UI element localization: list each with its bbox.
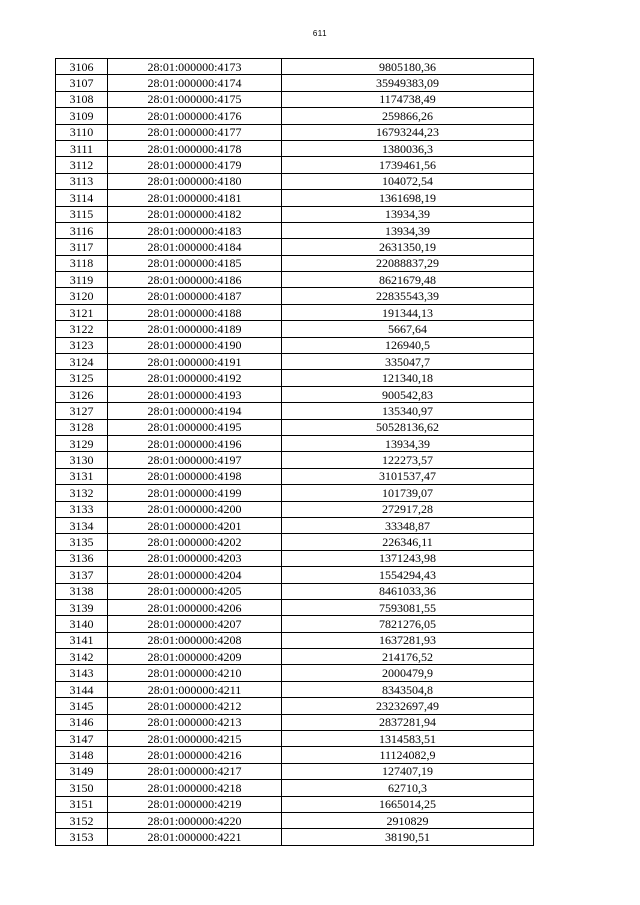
cadastral-number-cell: 28:01:000000:4213 [108,714,282,730]
value-cell: 23232697,49 [282,698,534,714]
row-number-cell: 3119 [56,272,108,288]
row-number-cell: 3131 [56,468,108,484]
row-number-cell: 3142 [56,649,108,665]
table-row [56,452,534,468]
row-number-cell: 3128 [56,419,108,435]
table-row [56,796,534,812]
table-row [56,206,534,222]
row-number-cell: 3136 [56,550,108,566]
value-cell: 191344,13 [282,304,534,320]
row-number-cell: 3129 [56,435,108,451]
value-cell: 11124082,9 [282,747,534,763]
value-cell: 13934,39 [282,222,534,238]
table-row [56,386,534,402]
cadastral-number-cell: 28:01:000000:4194 [108,403,282,419]
cadastral-number-cell: 28:01:000000:4192 [108,370,282,386]
cadastral-number-cell: 28:01:000000:4178 [108,140,282,156]
table-row [56,272,534,288]
value-cell: 1314583,51 [282,731,534,747]
value-cell: 226346,11 [282,534,534,550]
cadastral-number-cell: 28:01:000000:4195 [108,419,282,435]
row-number-cell: 3139 [56,599,108,615]
row-number-cell: 3153 [56,829,108,845]
cadastral-number-cell: 28:01:000000:4202 [108,534,282,550]
cadastral-number-cell: 28:01:000000:4219 [108,796,282,812]
table-row [56,534,534,550]
cadastral-number-cell: 28:01:000000:4177 [108,124,282,140]
table-row [56,632,534,648]
value-cell: 16793244,23 [282,124,534,140]
row-number-cell: 3135 [56,534,108,550]
table-row [56,829,534,845]
row-number-cell: 3134 [56,517,108,533]
cadastral-number-cell: 28:01:000000:4182 [108,206,282,222]
cadastral-number-cell: 28:01:000000:4183 [108,222,282,238]
row-number-cell: 3115 [56,206,108,222]
table-row [56,731,534,747]
cadastral-number-cell: 28:01:000000:4209 [108,649,282,665]
cadastral-value-table [55,58,534,846]
table-row [56,321,534,337]
cadastral-number-cell: 28:01:000000:4180 [108,173,282,189]
cadastral-number-cell: 28:01:000000:4198 [108,468,282,484]
row-number-cell: 3124 [56,354,108,370]
table-row [56,681,534,697]
row-number-cell: 3132 [56,485,108,501]
cadastral-number-cell: 28:01:000000:4217 [108,763,282,779]
cadastral-number-cell: 28:01:000000:4174 [108,75,282,91]
cadastral-number-cell: 28:01:000000:4218 [108,780,282,796]
row-number-cell: 3143 [56,665,108,681]
row-number-cell: 3121 [56,304,108,320]
value-cell: 50528136,62 [282,419,534,435]
value-cell: 33348,87 [282,517,534,533]
table-body [56,59,534,846]
row-number-cell: 3108 [56,91,108,107]
table-row [56,419,534,435]
cadastral-number-cell: 28:01:000000:4215 [108,731,282,747]
table-row [56,288,534,304]
row-number-cell: 3141 [56,632,108,648]
table-row [56,599,534,615]
row-number-cell: 3150 [56,780,108,796]
row-number-cell: 3145 [56,698,108,714]
value-cell: 5667,64 [282,321,534,337]
cadastral-number-cell: 28:01:000000:4173 [108,59,282,75]
row-number-cell: 3147 [56,731,108,747]
value-cell: 335047,7 [282,354,534,370]
cadastral-number-cell: 28:01:000000:4204 [108,567,282,583]
row-number-cell: 3125 [56,370,108,386]
row-number-cell: 3109 [56,108,108,124]
table-row [56,583,534,599]
value-cell: 2910829 [282,812,534,828]
table-row [56,501,534,517]
cadastral-number-cell: 28:01:000000:4189 [108,321,282,337]
cadastral-number-cell: 28:01:000000:4191 [108,354,282,370]
cadastral-number-cell: 28:01:000000:4181 [108,190,282,206]
value-cell: 1371243,98 [282,550,534,566]
row-number-cell: 3113 [56,173,108,189]
cadastral-number-cell: 28:01:000000:4211 [108,681,282,697]
cadastral-number-cell: 28:01:000000:4205 [108,583,282,599]
table-row [56,812,534,828]
value-cell: 8621679,48 [282,272,534,288]
row-number-cell: 3151 [56,796,108,812]
cadastral-number-cell: 28:01:000000:4221 [108,829,282,845]
table-row [56,747,534,763]
table-row [56,337,534,353]
value-cell: 1380036,3 [282,140,534,156]
row-number-cell: 3127 [56,403,108,419]
value-cell: 2837281,94 [282,714,534,730]
row-number-cell: 3148 [56,747,108,763]
row-number-cell: 3146 [56,714,108,730]
value-cell: 3101537,47 [282,468,534,484]
value-cell: 38190,51 [282,829,534,845]
value-cell: 127407,19 [282,763,534,779]
table-row [56,550,534,566]
value-cell: 35949383,09 [282,75,534,91]
table-row [56,157,534,173]
row-number-cell: 3122 [56,321,108,337]
cadastral-number-cell: 28:01:000000:4190 [108,337,282,353]
value-cell: 1665014,25 [282,796,534,812]
value-cell: 214176,52 [282,649,534,665]
table-row [56,354,534,370]
value-cell: 62710,3 [282,780,534,796]
table-row [56,91,534,107]
row-number-cell: 3123 [56,337,108,353]
value-cell: 122273,57 [282,452,534,468]
table-row [56,370,534,386]
cadastral-number-cell: 28:01:000000:4176 [108,108,282,124]
table-row [56,649,534,665]
row-number-cell: 3118 [56,255,108,271]
cadastral-number-cell: 28:01:000000:4188 [108,304,282,320]
table-row [56,763,534,779]
value-cell: 104072,54 [282,173,534,189]
table-row [56,435,534,451]
cadastral-number-cell: 28:01:000000:4210 [108,665,282,681]
cadastral-number-cell: 28:01:000000:4196 [108,435,282,451]
table-row [56,468,534,484]
table-row [56,239,534,255]
cadastral-number-cell: 28:01:000000:4175 [108,91,282,107]
table-row [56,403,534,419]
table-row [56,124,534,140]
value-cell: 2631350,19 [282,239,534,255]
cadastral-number-cell: 28:01:000000:4187 [108,288,282,304]
table-row [56,567,534,583]
row-number-cell: 3116 [56,222,108,238]
table-row [56,304,534,320]
table-row [56,517,534,533]
table-row [56,255,534,271]
row-number-cell: 3107 [56,75,108,91]
cadastral-number-cell: 28:01:000000:4185 [108,255,282,271]
value-cell: 22835543,39 [282,288,534,304]
value-cell: 2000479,9 [282,665,534,681]
row-number-cell: 3137 [56,567,108,583]
row-number-cell: 3140 [56,616,108,632]
cadastral-number-cell: 28:01:000000:4216 [108,747,282,763]
cadastral-number-cell: 28:01:000000:4208 [108,632,282,648]
cadastral-number-cell: 28:01:000000:4193 [108,386,282,402]
value-cell: 13934,39 [282,206,534,222]
value-cell: 1361698,19 [282,190,534,206]
value-cell: 1554294,43 [282,567,534,583]
table-row [56,485,534,501]
value-cell: 259866,26 [282,108,534,124]
cadastral-number-cell: 28:01:000000:4184 [108,239,282,255]
value-cell: 101739,07 [282,485,534,501]
table-row [56,140,534,156]
cadastral-number-cell: 28:01:000000:4197 [108,452,282,468]
table-row [56,780,534,796]
cadastral-number-cell: 28:01:000000:4201 [108,517,282,533]
value-cell: 22088837,29 [282,255,534,271]
row-number-cell: 3152 [56,812,108,828]
row-number-cell: 3106 [56,59,108,75]
value-cell: 9805180,36 [282,59,534,75]
value-cell: 13934,39 [282,435,534,451]
row-number-cell: 3126 [56,386,108,402]
cadastral-number-cell: 28:01:000000:4220 [108,812,282,828]
cadastral-number-cell: 28:01:000000:4212 [108,698,282,714]
table-row [56,173,534,189]
value-cell: 7821276,05 [282,616,534,632]
table-row [56,190,534,206]
row-number-cell: 3120 [56,288,108,304]
cadastral-number-cell: 28:01:000000:4186 [108,272,282,288]
row-number-cell: 3130 [56,452,108,468]
value-cell: 121340,18 [282,370,534,386]
value-cell: 126940,5 [282,337,534,353]
row-number-cell: 3149 [56,763,108,779]
cadastral-number-cell: 28:01:000000:4207 [108,616,282,632]
table-row [56,616,534,632]
table-row [56,222,534,238]
row-number-cell: 3111 [56,140,108,156]
table-row [56,59,534,75]
value-cell: 7593081,55 [282,599,534,615]
row-number-cell: 3112 [56,157,108,173]
table-row [56,698,534,714]
value-cell: 272917,28 [282,501,534,517]
value-cell: 8461033,36 [282,583,534,599]
table-row [56,665,534,681]
row-number-cell: 3138 [56,583,108,599]
row-number-cell: 3114 [56,190,108,206]
cadastral-number-cell: 28:01:000000:4206 [108,599,282,615]
value-cell: 1637281,93 [282,632,534,648]
cadastral-number-cell: 28:01:000000:4200 [108,501,282,517]
row-number-cell: 3144 [56,681,108,697]
value-cell: 900542,83 [282,386,534,402]
table-row [56,75,534,91]
value-cell: 8343504,8 [282,681,534,697]
row-number-cell: 3133 [56,501,108,517]
table-row [56,714,534,730]
value-cell: 1739461,56 [282,157,534,173]
cadastral-number-cell: 28:01:000000:4199 [108,485,282,501]
table-row [56,108,534,124]
value-cell: 135340,97 [282,403,534,419]
row-number-cell: 3110 [56,124,108,140]
row-number-cell: 3117 [56,239,108,255]
value-cell: 1174738,49 [282,91,534,107]
cadastral-number-cell: 28:01:000000:4203 [108,550,282,566]
page-number: 611 [312,29,328,38]
cadastral-number-cell: 28:01:000000:4179 [108,157,282,173]
